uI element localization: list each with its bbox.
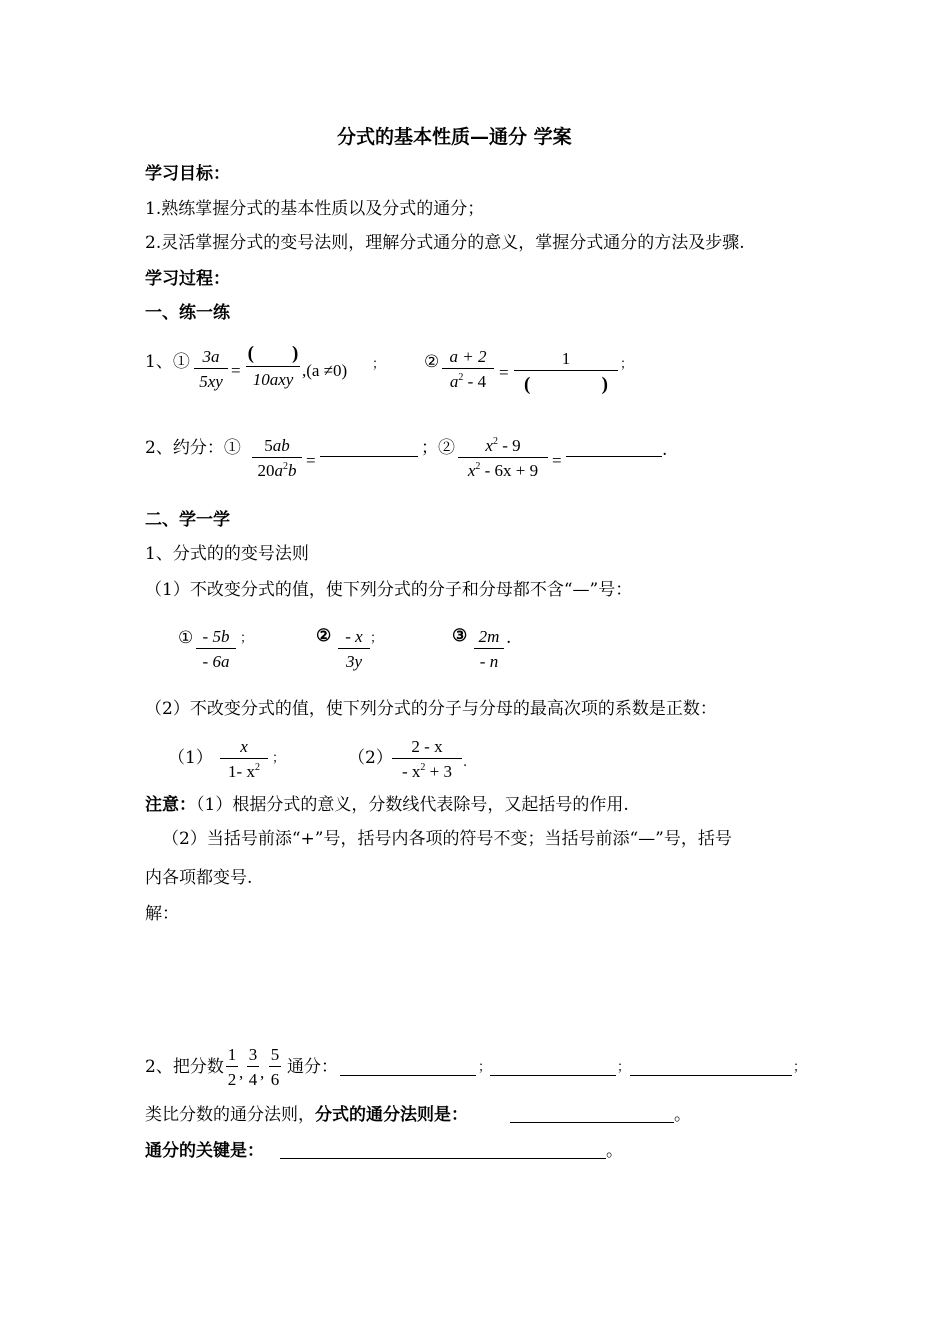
equals-sign: =: [499, 363, 509, 382]
key-answer-blank[interactable]: [280, 1158, 606, 1159]
period: 。: [674, 1105, 691, 1125]
ex2-label-2: （2）: [348, 748, 393, 768]
q2b-answer-blank-1[interactable]: [340, 1075, 476, 1076]
q2-label: 2、约分：①: [145, 438, 241, 458]
q1-label: 1、①: [145, 352, 190, 372]
comma: ,: [260, 1063, 265, 1082]
equals-sign: =: [306, 451, 316, 470]
semicolon: ；: [793, 1060, 807, 1075]
rule2-text: （2）不改变分式的值，使下列分式的分子与分母的最高次项的系数是正数：: [145, 699, 717, 719]
ex2-label-1: （1）: [168, 748, 213, 768]
equals-sign: =: [552, 451, 562, 470]
ex2-end-1: ；: [272, 751, 286, 766]
period: 。: [606, 1141, 623, 1161]
q2b-label: 2、把分数: [145, 1057, 224, 1077]
q2b-answer-blank-3[interactable]: [630, 1075, 792, 1076]
ex1-label-3: ③: [452, 626, 468, 646]
goal-item-1: 1.熟练掌握分式的基本性质以及分式的通分；: [145, 199, 485, 219]
semicolon: ；: [617, 1060, 631, 1075]
q1-label-2: ②: [424, 352, 440, 372]
q1-fraction-3: a + 2 $a^2 - 4$: [442, 348, 494, 390]
analogy-bold: 分式的通分法则是：: [315, 1105, 468, 1125]
ex1-end-2: ；: [370, 631, 384, 646]
fraction-half: 1 2: [227, 1045, 237, 1089]
q2-fraction-1: 5ab $20a^2b$: [252, 437, 302, 479]
q1-end: ；: [620, 357, 634, 372]
key-label: 通分的关键是：: [145, 1141, 264, 1161]
fraction-five-sixths: 5 6: [270, 1045, 280, 1089]
analogy-answer-blank[interactable]: [510, 1122, 674, 1123]
section1-heading: 一、练一练: [145, 303, 230, 323]
q2b-answer-blank-2[interactable]: [490, 1075, 616, 1076]
note-line-2: （2）当括号前添“+”号，括号内各项的符号不变；当括号前添“—”号，括号: [162, 829, 732, 849]
note-line-3: 内各项都变号.: [145, 868, 253, 888]
fraction-three-quarters: 3 4: [248, 1045, 258, 1089]
ex1-label-2: ②: [316, 626, 332, 646]
analogy-text: 类比分数的通分法则，: [145, 1105, 315, 1125]
goal-item-2: 2.灵活掌握分式的变号法则，理解分式通分的意义，掌握分式通分的方法及步骤.: [145, 233, 745, 253]
sub1-heading: 1、分式的的变号法则: [145, 544, 309, 564]
q2b-mid: 通分：: [287, 1057, 338, 1077]
ex1-label-1: ①: [178, 628, 194, 648]
ex1-fraction-2: - x 3y: [338, 628, 370, 670]
ex1-end-1: ；: [240, 631, 254, 646]
note-line-1: [145, 797, 629, 814]
page-title: 分式的基本性质—通分 学案: [337, 126, 572, 148]
process-heading: 学习过程：: [145, 269, 230, 289]
solve-label: 解：: [145, 904, 179, 924]
analogy-line: [145, 1107, 468, 1124]
q1-fraction-1: 3a 5xy: [194, 348, 228, 390]
note-text-1: （1）根据分式的意义，分数线代表除号，又起括号的作用.: [196, 795, 629, 815]
semicolon: ；: [478, 1060, 492, 1075]
comma: ,: [239, 1063, 244, 1082]
q1-fraction-2: ( ) 10axy: [247, 343, 299, 389]
q2-separator: ；②: [421, 438, 455, 458]
q1-fraction-4[interactable]: 1 ( ): [514, 350, 618, 394]
ex2-fraction-1: x 1- $x^2$: [220, 738, 268, 780]
ex1-end-3: .: [506, 628, 512, 648]
ex2-fraction-2: 2 - x - $x^2 + 3$: [392, 738, 462, 780]
ex1-fraction-1: - 5b - 6a: [196, 628, 236, 670]
goals-heading: 学习目标：: [145, 164, 230, 184]
q2-answer-blank-2[interactable]: [566, 456, 662, 457]
section2-heading: 二、学一学: [145, 510, 230, 530]
q2-fraction-2: $x^2 - 9$ $x^2 - 6x + 9$: [458, 437, 548, 479]
ex1-fraction-3: 2m - n: [474, 628, 504, 670]
equals-sign: =: [231, 361, 241, 380]
note-label: 注意：: [145, 795, 196, 815]
rule1-text: （1）不改变分式的值，使下列分式的分子和分母都不含“—”号：: [145, 580, 633, 600]
q2-answer-blank-1[interactable]: [320, 456, 418, 457]
q1-condition: ,(a ≠0): [302, 361, 348, 380]
q2-end: .: [662, 440, 668, 460]
q1-semicolon: ；: [372, 357, 386, 372]
ex2-end-2: .: [463, 755, 468, 770]
